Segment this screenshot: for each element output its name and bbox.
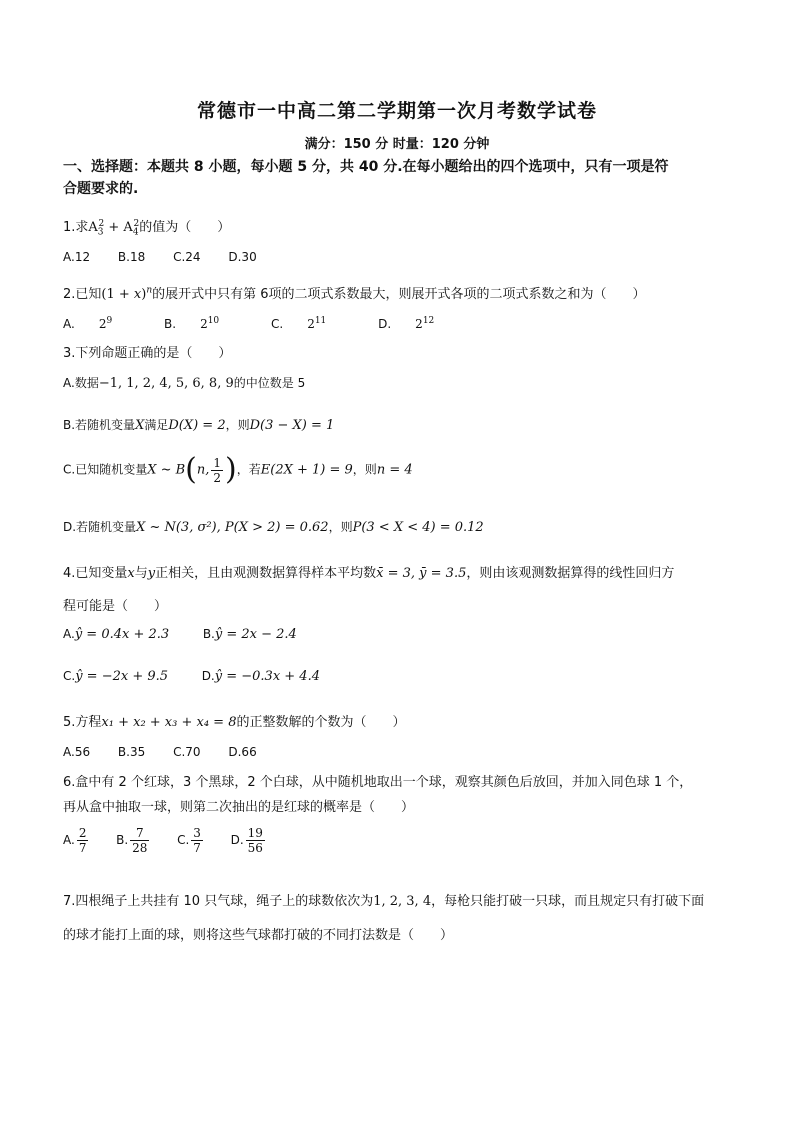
question-1-options [63,250,733,264]
question-7: 7.四根绳子上共挂有 10 只气球，绳子上的球数依次为1, 2, 3, 4，每枪只能打破一只球，而且规定只有打破下面 [63,894,705,909]
q4-options-row2 [63,669,733,684]
q5-option-c: C.70 [173,745,201,759]
q4-options-row1 [63,627,733,642]
q4-option-c: C.ŷ = −2x + 9.5 [63,669,169,684]
q3-option-c: C.已知随机变量X ~ B(n, $\frac{1}{2}$ )，若E(2X + 1) = 9，则n = 4 [63,452,413,487]
section-heading-line2: 合题要求的. [63,181,139,197]
section-heading-line1: 一、选择题：本题共 8 小题，每小题 5 分，共 40 分.在每小题给出的四个选项中，只有一项是符 [63,159,669,175]
q1-option-a: A.12 [63,250,91,264]
q1-expression: $A_3^2 + A_4^2$ [88,218,140,238]
score-time-info: 满分：150 分 时量：120 分钟 [304,137,490,152]
q4-option-d: D.ŷ = −0.3x + 4.4 [201,669,320,684]
question-3: 3.下列命题正确的是（ ） [63,346,232,361]
q2-option-b: B. $2^{10}$ [164,316,220,331]
question-4-line2: 程可能是（ ） [63,599,168,614]
q4-option-a: A.ŷ = 0.4x + 2.3 [63,627,170,642]
q6-option-d: D. $\frac{19}{56}$ [230,826,263,855]
q3-option-b: B.若随机变量X满足D(X) = 2，则D(3 − X) = 1 [63,418,335,433]
section-heading [63,156,733,200]
question-1: 1.求$A_3^2 + A_4^2$的值为（ ） [63,218,231,238]
page-title: 常德市一中高二第二学期第一次月考数学试卷 [196,100,597,122]
q1-option-d: D.30 [228,250,257,264]
question-6: 6.盒中有 2 个红球，3 个黑球，2 个白球，从中随机地取出一个球，观察其颜色后放回，并加入同色球 1 个， [63,775,693,790]
question-4: 4.已知变量x与y正相关，且由观测数据算得样本平均数x̄ = 3, ȳ = 3.5，则由该观测数据算得的线性回归方 [63,566,675,581]
q4-option-b: B.ŷ = 2x − 2.4 [202,627,297,642]
question-2-options [63,316,733,331]
question-5: 5.方程x₁ + x₂ + x₃ + x₄ = 8的正整数解的个数为（ ） [63,715,406,730]
q6-option-b: B. $\frac{7}{28}$ [116,826,148,855]
q5-option-d: D.66 [228,745,257,759]
q1-option-b: B.18 [117,250,146,264]
q3-option-d: D.若随机变量X ~ N(3, σ²), P(X > 2) = 0.62，则P(3 < X < 4) = 0.12 [63,520,484,535]
q6-option-c: C. $\frac{3}{7}$ [177,826,201,855]
q6-option-a: A. $\frac{2}{7}$ [63,826,87,855]
q1-option-c: C.24 [173,250,201,264]
q5-option-b: B.35 [117,745,146,759]
q3-option-a: A.数据−1, 1, 2, 4, 5, 6, 8, 9的中位数是 5 [63,376,306,391]
q2-binomial: $(1 + x)^n$ [101,285,153,302]
question-5-options [63,745,733,759]
q2-option-d: D. $2^{12}$ [378,316,435,331]
question-6-options [63,826,733,855]
q2-option-a: A. $2^9$ [63,316,113,331]
q3-c-fraction: $\frac{1}{2}$ [213,455,222,485]
question-7-line2: 的球才能打上面的球，则将这些气球都打破的不同打法数是（ ） [63,928,454,943]
question-6-line2: 再从盒中抽取一球，则第二次抽出的是红球的概率是（ ） [63,800,415,815]
question-2: 2.已知$(1 + x)^n$的展开式中只有第 6项的二项式系数最大，则展开式各项的二项式系数之和为（ ） [63,285,646,302]
q5-option-a: A.56 [63,745,91,759]
q2-option-c: C. $2^{11}$ [270,316,327,331]
